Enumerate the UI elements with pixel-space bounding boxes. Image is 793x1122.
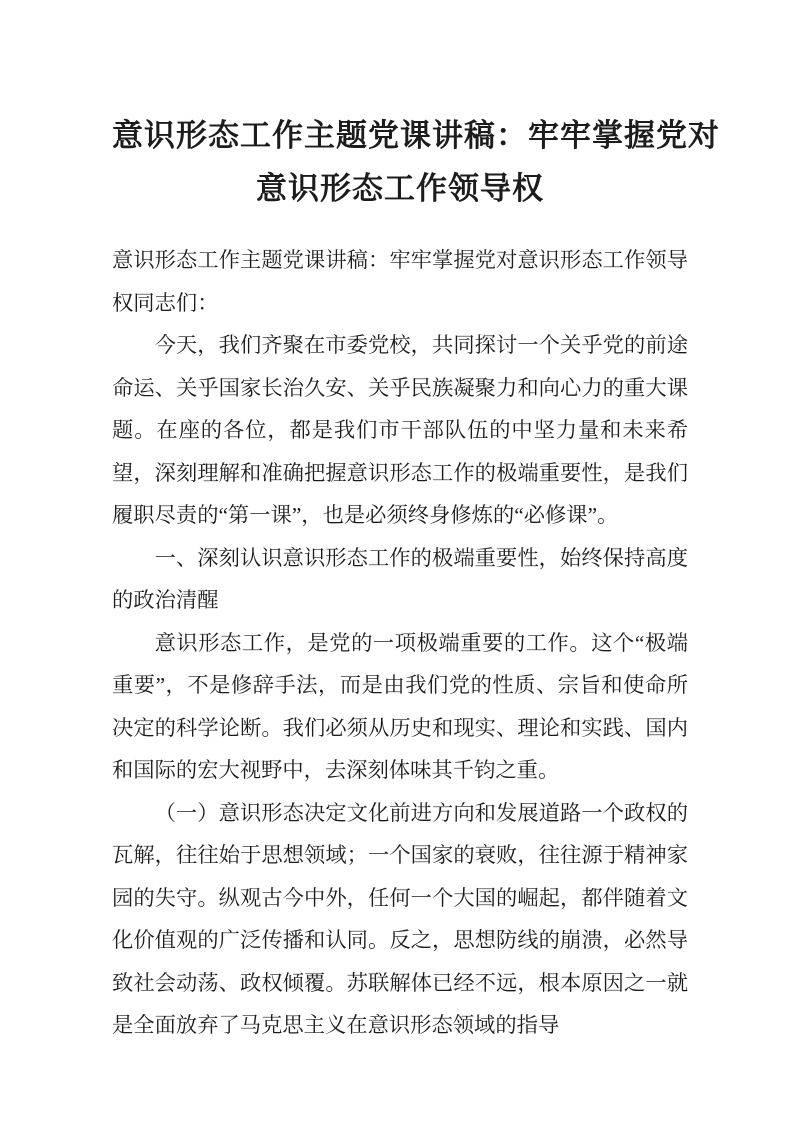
- document-body: [112, 239, 688, 1047]
- section-heading-1: 一、深刻认识意识形态工作的极端重要性，始终保持高度的政治清醒: [112, 545, 688, 612]
- paragraph-intro: 今天，我们齐聚在市委党校，共同探讨一个关乎党的前途命运、关乎国家长治久安、关乎民族凝聚力和向心力的重大课题。在座的各位，都是我们市干部队伍的中坚力量和未来希望，深刻理解和准确把握意识形态工作的极端重要性，是我们履职尽责的“第一课”，也是必须终身修炼的“必修课”。: [112, 333, 688, 527]
- paragraph-subsection-1: （一）意识形态决定文化前进方向和发展道路一个政权的瓦解，往往始于思想领域；一个国家的衰败，往往源于精神家园的失守。纵观古今中外，任何一个大国的崛起，都伴随着文化价值观的广泛传播和认同。反之，思想防线的崩溃，必然导致社会动荡、政权倾覆。苏联解体已经不远，根本原因之一就是全面放弃了马克思主义在意识形态领域的指导: [112, 800, 688, 1037]
- document-title: [112, 109, 720, 215]
- paragraph-lead-salutation: 意识形态工作主题党课讲稿：牢牢掌握党对意识形态工作领导权同志们：: [112, 248, 688, 315]
- document-title-line2: 意识形态工作领导权: [256, 171, 544, 206]
- paragraph-section1-body: 意识形态工作，是党的一项极端重要的工作。这个“极端重要”，不是修辞手法，而是由我们党的性质、宗旨和使命所决定的科学论断。我们必须从历史和现实、理论和实践、国内和国际的宏大视野中，去深刻体味其千钧之重。: [112, 630, 688, 782]
- document-title-line1: 意识形态工作主题党课讲稿：牢牢掌握党对: [112, 118, 720, 153]
